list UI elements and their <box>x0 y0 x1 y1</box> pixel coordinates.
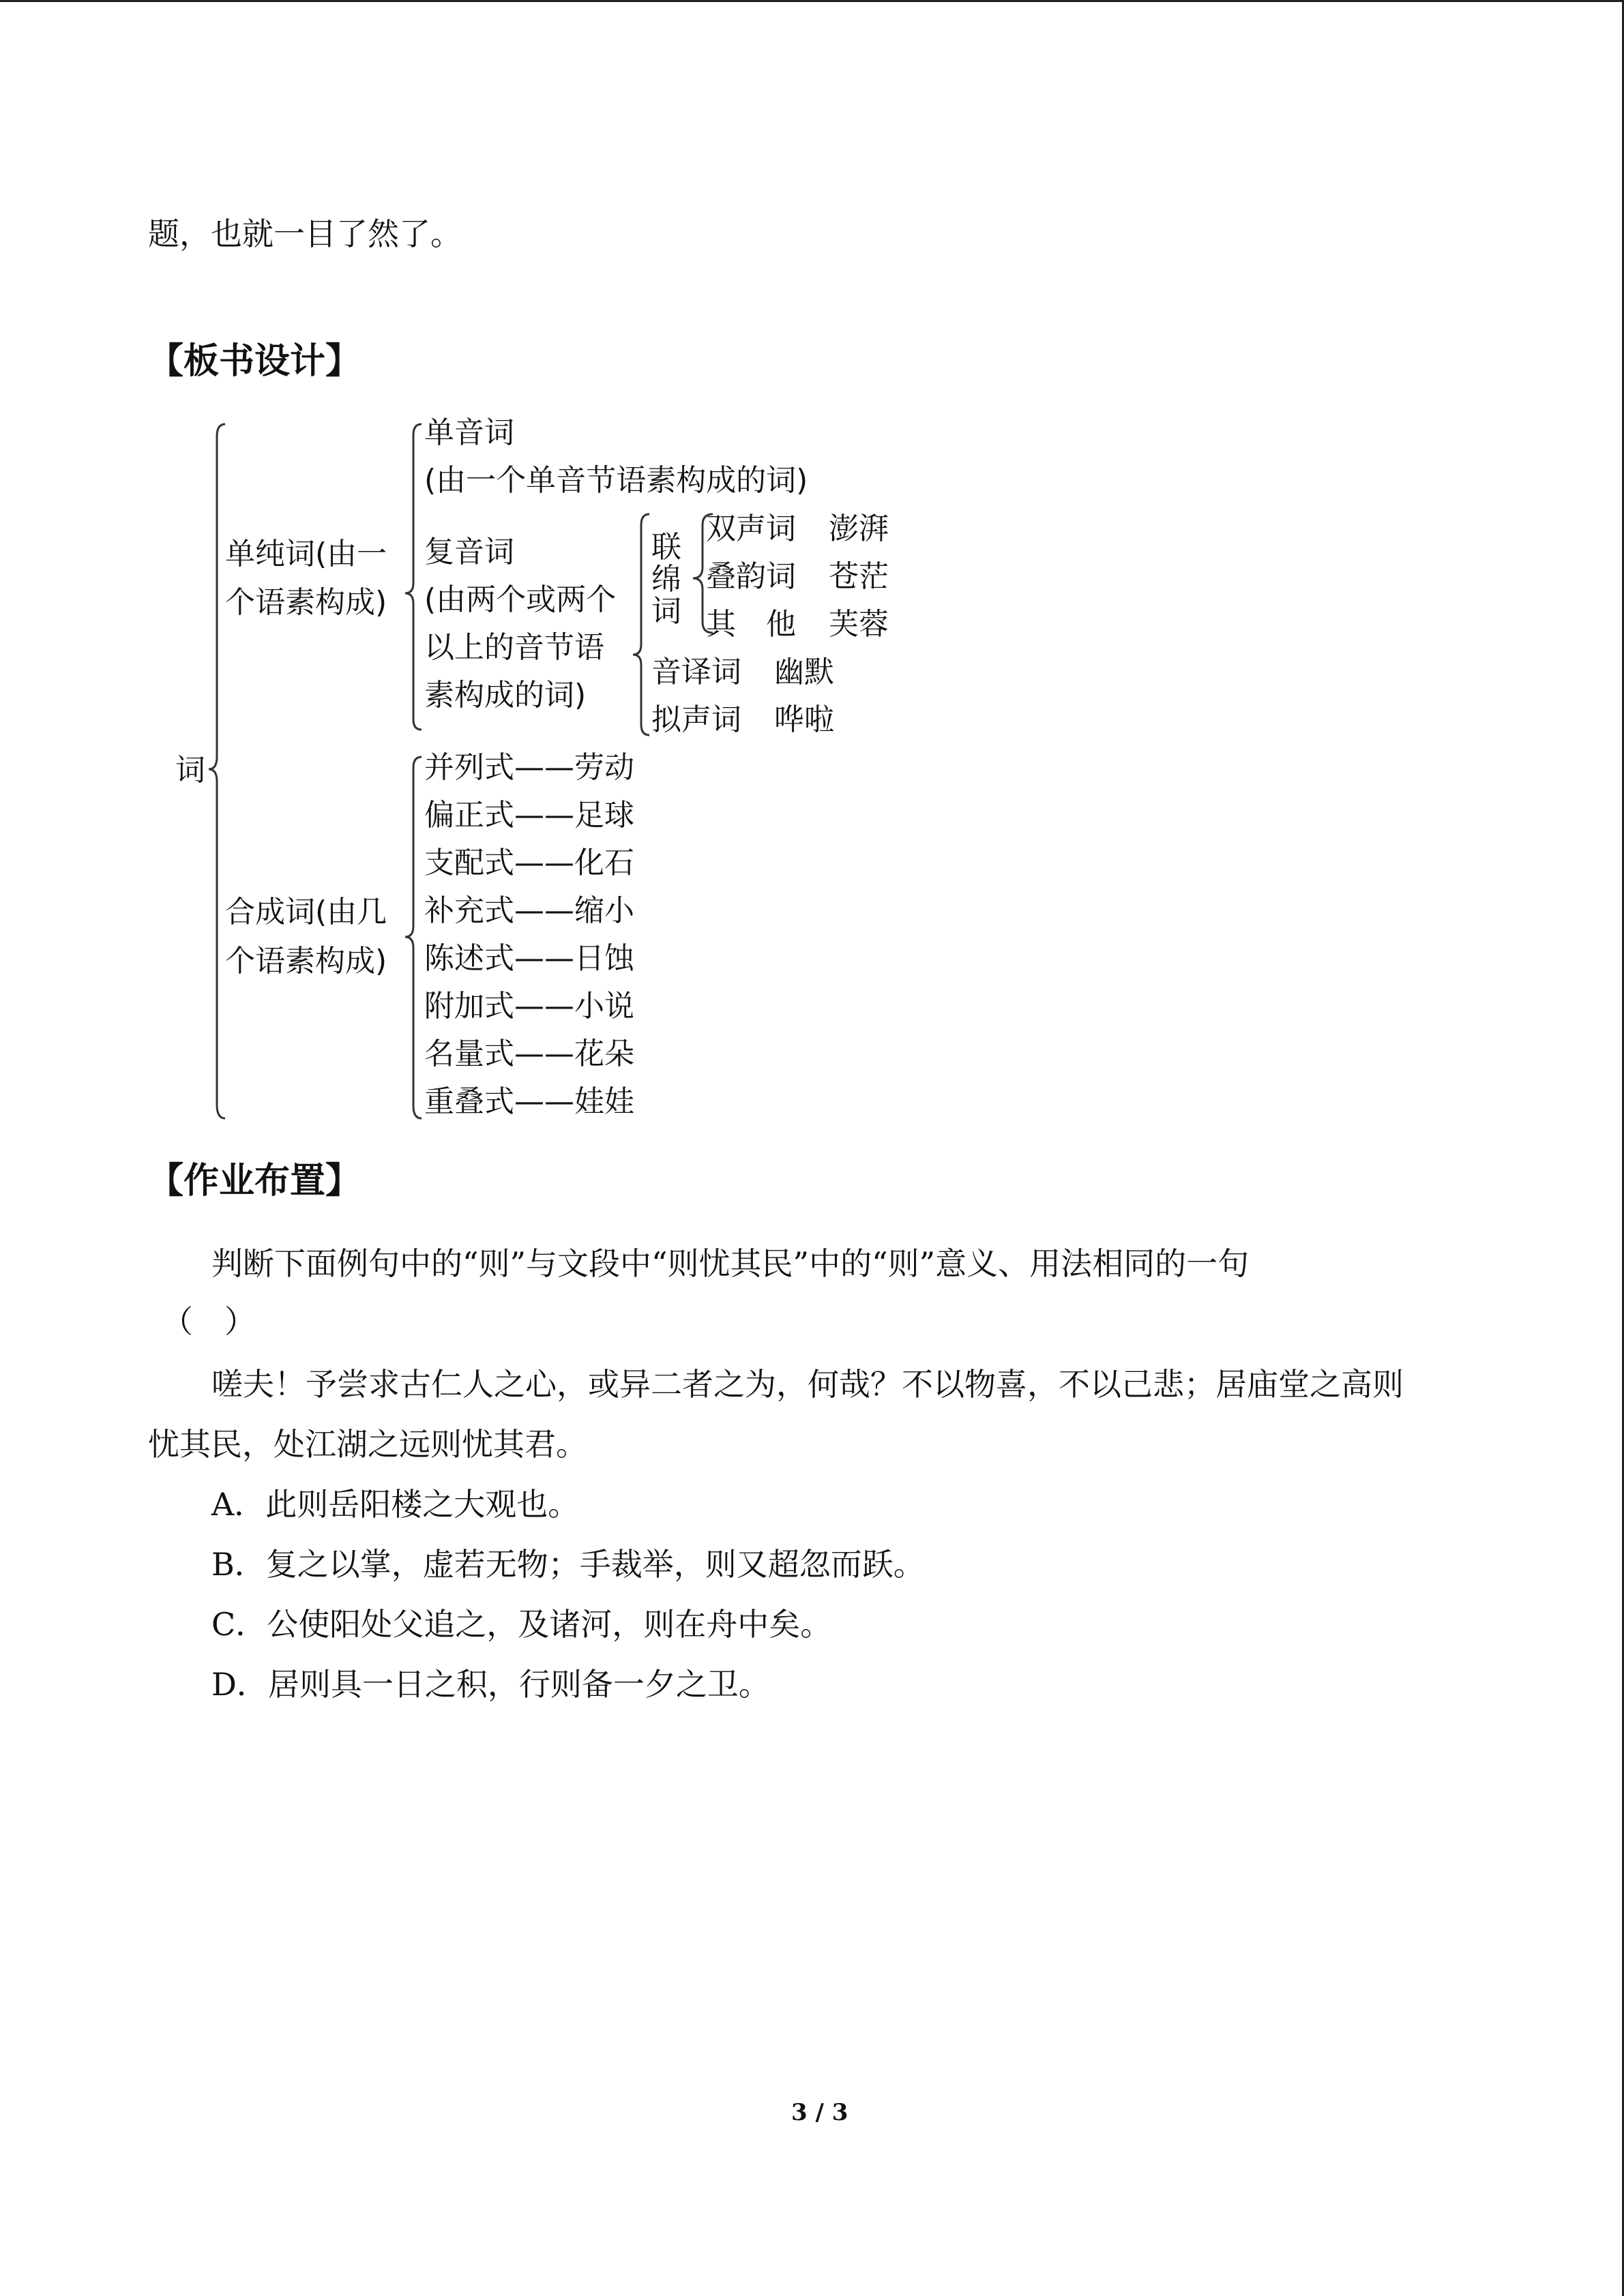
option-d: D．居则具一日之积，行则备一夕之卫。 <box>211 1666 770 1703</box>
compound-item: 陈述式——日蚀 <box>424 941 634 976</box>
homework-heading: 【作业布置】 <box>148 1160 361 1202</box>
mono-label: 单音词 <box>424 415 514 450</box>
root-word-label: 词 <box>175 753 205 788</box>
compound-item: 名量式——花朵 <box>424 1037 634 1071</box>
lianmian-example-3: 芙蓉 <box>829 607 889 642</box>
lianmian-example-2: 苍茫 <box>829 559 889 594</box>
compound-word-label-2: 个语素构成) <box>225 944 387 979</box>
poly-label: 复音词 <box>424 535 514 569</box>
compound-item: 并列式——劳动 <box>424 750 634 785</box>
onomatopoeia-kind: 拟声词 <box>651 702 741 737</box>
passage-line1: 嗟夫！予尝求古仁人之心，或异二者之为，何哉？不以物喜，不以己悲；居庙堂之高则 <box>211 1366 1404 1403</box>
transliteration-example: 幽默 <box>774 655 834 689</box>
compound-item: 支配式——化石 <box>424 846 634 880</box>
board-design-heading: 【板书设计】 <box>148 340 361 382</box>
compound-brace <box>405 757 422 1118</box>
root-brace <box>209 424 225 1118</box>
option-c: C．公使阳处父追之，及诸河，则在舟中矣。 <box>211 1606 832 1643</box>
compound-item: 偏正式——足球 <box>424 798 634 833</box>
simple-brace <box>405 424 422 730</box>
lianmian-label-2: 绵 <box>651 562 681 597</box>
homework-question-blank: （ ） <box>162 1303 256 1340</box>
option-a: A．此则岳阳楼之大观也。 <box>211 1486 580 1523</box>
homework-question-line1: 判断下面例句中的“则”与文段中“则忧其民”中的“则”意义、用法相同的一句 <box>211 1245 1250 1282</box>
lianmian-kind-2: 叠韵词 <box>706 559 796 594</box>
poly-desc-2: 以上的音节语 <box>424 630 604 665</box>
poly-brace <box>633 514 649 735</box>
lianmian-kind-3: 其 他 <box>706 607 796 642</box>
lianmian-label-1: 联 <box>651 530 681 565</box>
mono-desc: (由一个单音节语素构成的词) <box>424 463 808 498</box>
compound-word-label-1: 合成词(由几 <box>225 895 387 929</box>
passage-line2: 忧其民，处江湖之远则忧其君。 <box>148 1426 587 1463</box>
intro-text: 题，也就一目了然了。 <box>148 215 462 252</box>
compound-item: 补充式——缩小 <box>424 893 634 928</box>
lianmian-label-3: 词 <box>651 594 681 629</box>
simple-word-label-2: 个语素构成) <box>225 585 387 620</box>
page-number: 3 / 3 <box>791 2099 848 2126</box>
lianmian-example-1: 澎湃 <box>829 511 889 546</box>
transliteration-kind: 音译词 <box>651 655 741 689</box>
simple-word-label-1: 单纯词(由一 <box>225 537 387 571</box>
poly-desc-3: 素构成的词) <box>424 678 587 713</box>
compound-item: 重叠式——娃娃 <box>424 1084 634 1119</box>
compound-item: 附加式——小说 <box>424 989 634 1024</box>
onomatopoeia-example: 哗啦 <box>774 702 834 737</box>
option-b: B．复之以掌，虚若无物；手裁举，则又超忽而跃。 <box>211 1546 925 1583</box>
lianmian-kind-1: 双声词 <box>706 511 796 546</box>
poly-desc-1: (由两个或两个 <box>424 582 617 617</box>
